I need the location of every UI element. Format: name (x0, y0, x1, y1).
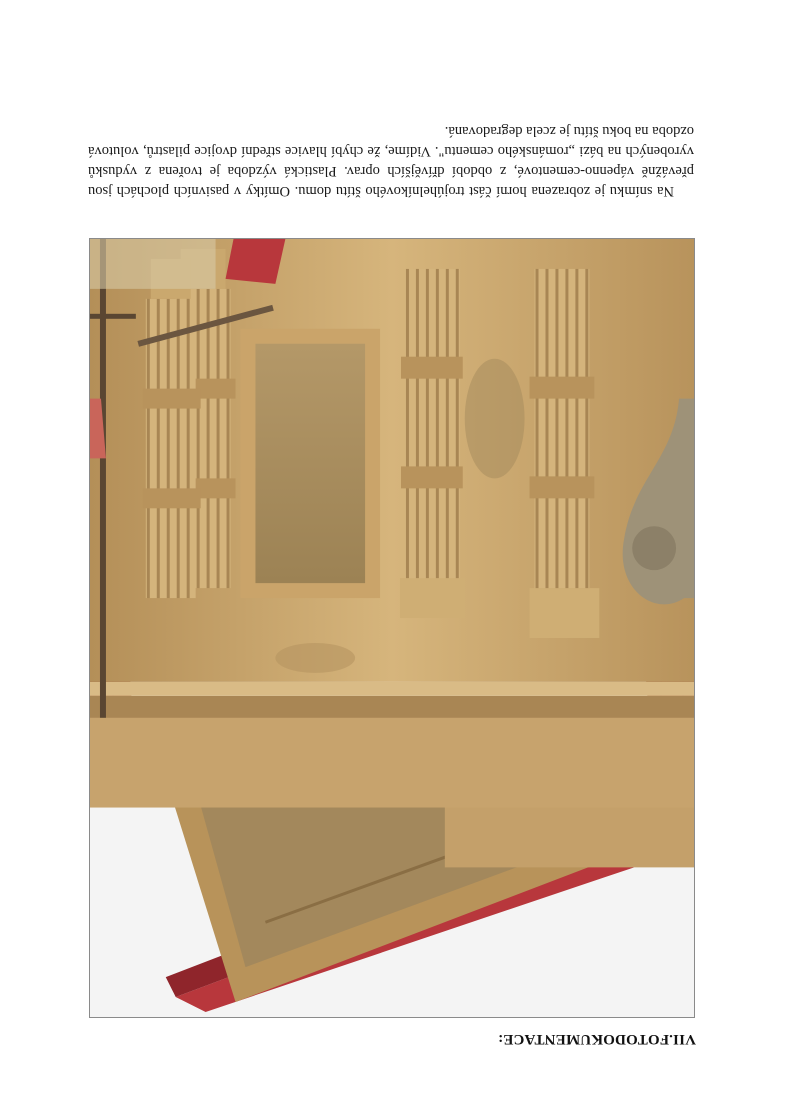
gable-photo (89, 238, 695, 1018)
scaffold-boards (90, 239, 216, 289)
gable-illustration (90, 239, 694, 1017)
pilaster-2 (400, 269, 465, 618)
scaffold-pole (100, 239, 106, 718)
recessed-panel (255, 344, 365, 583)
section-heading: VII.FOTODOKUMENTACE: (497, 1031, 696, 1047)
pilaster-1 (530, 269, 600, 638)
photo-caption: Na snímku je zobrazena horní část trojúhelníkového štítu domu. Omítky v pasivních plochách jsou převážně vápenno-cementové, z období dřívějších oprav. Plastická výzdoba je tvořena z vydusků vyrobených na bázi „románského cementu". Vidíme, že chybí hlavice střední dvojice pilastrů, volutová ozdoba na boku štítu je zcela degradovaná. (88, 123, 694, 199)
cornice-left-block (445, 798, 694, 868)
pilaster-4 (143, 259, 201, 598)
